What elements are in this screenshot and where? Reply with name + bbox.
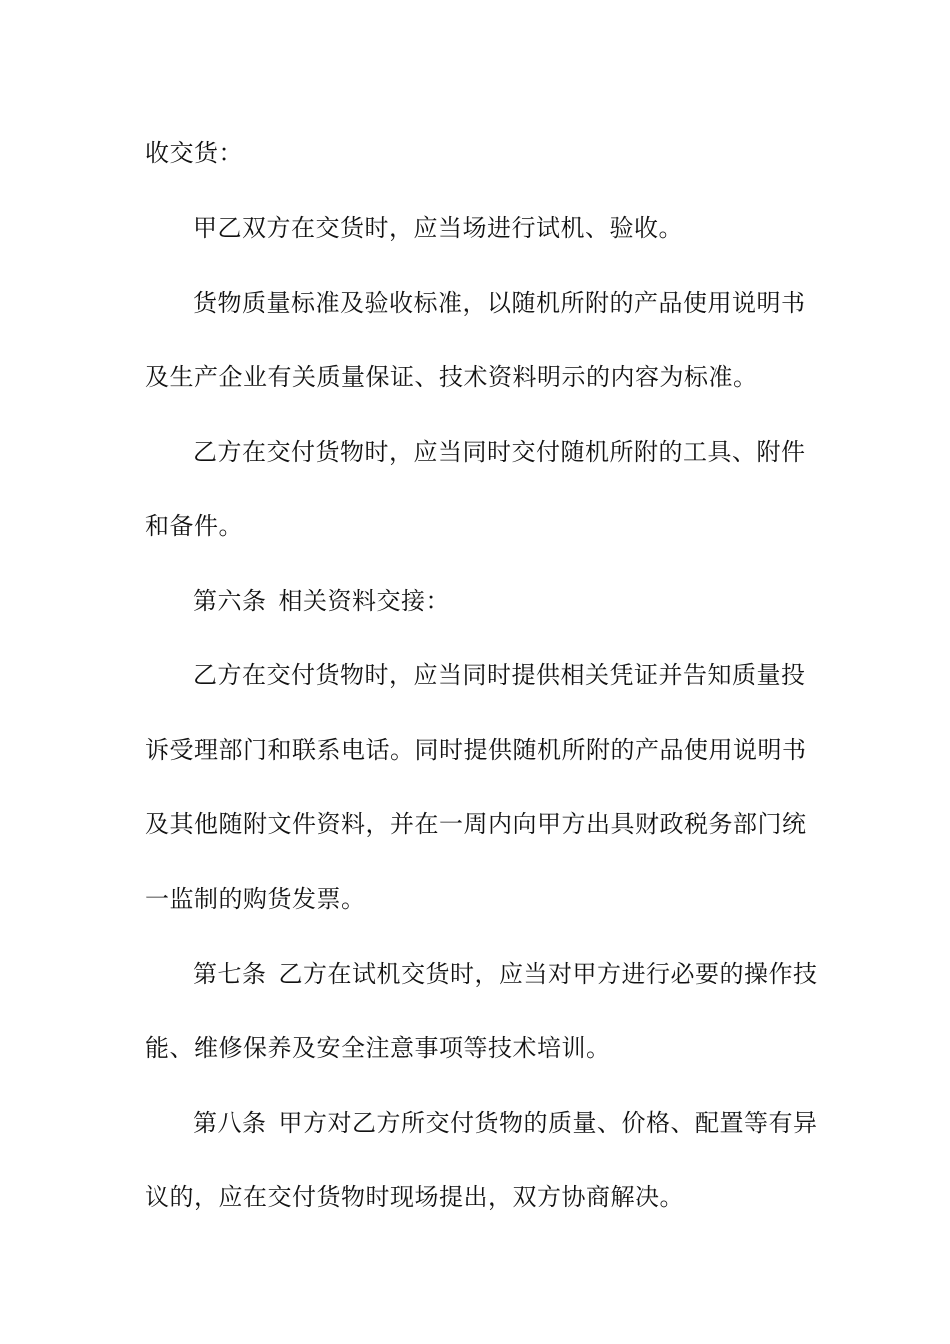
article-8-label: 第八条 xyxy=(193,1109,267,1137)
text-line: 能、维修保养及安全注意事项等技术培训。 xyxy=(145,1034,611,1062)
text-line: 一监制的购货发票。 xyxy=(145,885,366,913)
text-line: 及其他随附文件资料，并在一周内向甲方出具财政税务部门统 xyxy=(145,810,807,838)
article-6-title: 相关资料交接： xyxy=(278,587,450,615)
text-line: 乙方在交付货物时，应当同时提供相关凭证并告知质量投 xyxy=(193,661,806,689)
text-line: 议的，应在交付货物时现场提出，双方协商解决。 xyxy=(145,1183,684,1211)
text-line: 和备件。 xyxy=(145,512,243,540)
article-6-heading xyxy=(193,581,863,621)
text-line: 货物质量标准及验收标准，以随机所附的产品使用说明书 xyxy=(193,289,806,317)
article-7-text: 乙方在试机交货时，应当对甲方进行必要的操作技 xyxy=(278,960,818,988)
text-line: 及生产企业有关质量保证、技术资料明示的内容为标准。 xyxy=(145,363,758,391)
text-line: 乙方在交付货物时，应当同时交付随机所附的工具、附件 xyxy=(193,438,806,466)
text-line: 诉受理部门和联系电话。同时提供随机所附的产品使用说明书 xyxy=(145,736,807,764)
text-line: 收交货： xyxy=(145,139,243,167)
article-8-text: 甲方对乙方所交付货物的质量、价格、配置等有异 xyxy=(278,1109,818,1137)
article-6-label: 第六条 xyxy=(193,587,267,615)
article-8-paragraph xyxy=(193,1103,863,1143)
text-line: 甲乙双方在交货时，应当场进行试机、验收。 xyxy=(193,214,683,242)
article-7-label: 第七条 xyxy=(193,960,267,988)
article-7-paragraph xyxy=(193,954,863,994)
